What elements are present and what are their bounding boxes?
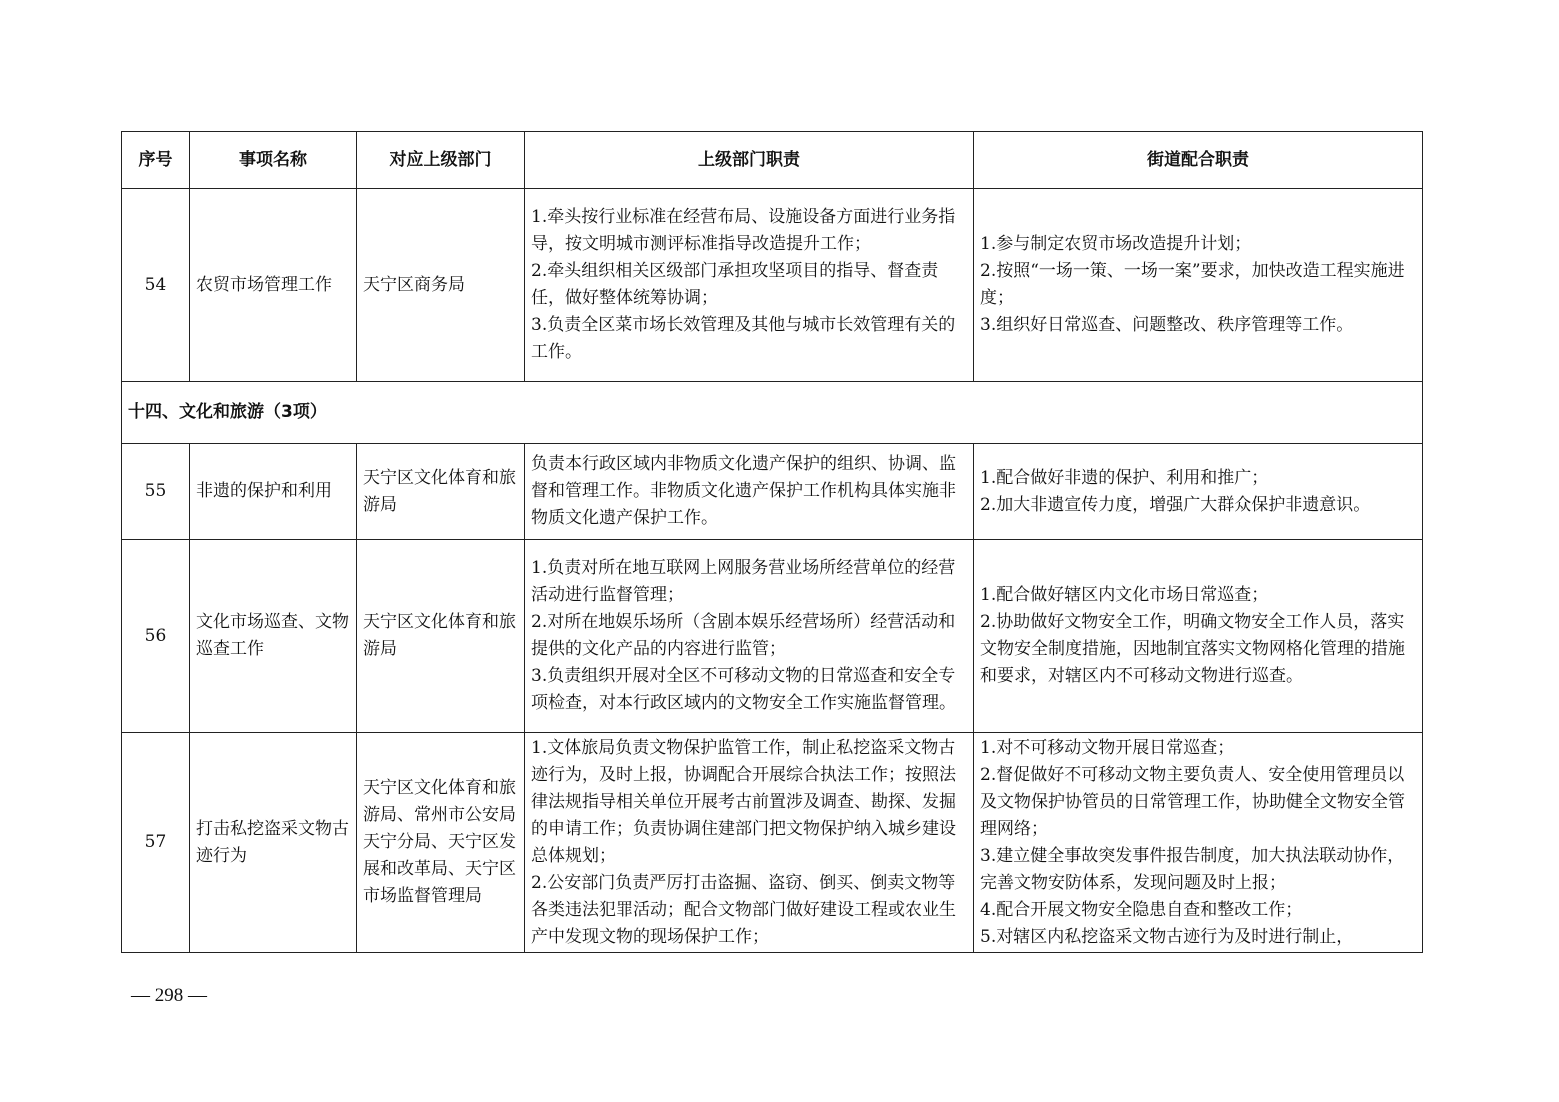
header-upper: 上级部门职责 xyxy=(525,132,974,189)
upper-duty xyxy=(525,444,974,540)
header-num: 序号 xyxy=(122,132,190,189)
header-street: 街道配合职责 xyxy=(974,132,1423,189)
duty-table xyxy=(121,131,1423,953)
street-duty-line: 2.督促做好不可移动文物主要负责人、安全使用管理员以及文物保护协管员的日常管理工作，协助健全文物安全管理网络； xyxy=(980,764,1405,839)
header-row xyxy=(122,132,1423,189)
row-number: 54 xyxy=(122,189,190,382)
street-duty xyxy=(974,189,1423,382)
upper-duty-line: 2.对所在地娱乐场所（含剧本娱乐经营场所）经营活动和提供的文化产品的内容进行监管； xyxy=(531,612,956,659)
street-duty-line: 1.对不可移动文物开展日常巡查； xyxy=(980,737,1235,758)
header-name: 事项名称 xyxy=(190,132,357,189)
header-dept: 对应上级部门 xyxy=(357,132,525,189)
upper-dept: 天宁区文化体育和旅游局 xyxy=(357,444,525,540)
row-number: 57 xyxy=(122,733,190,953)
street-duty xyxy=(974,733,1423,953)
item-name: 农贸市场管理工作 xyxy=(190,189,357,382)
page-number: — 298 — xyxy=(131,985,207,1006)
street-duty-line: 2.协助做好文物安全工作，明确文物安全工作人员，落实文物安全制度措施，因地制宜落实文物网格化管理的措施和要求，对辖区内不可移动文物进行巡查。 xyxy=(980,612,1405,686)
upper-dept: 天宁区文化体育和旅游局 xyxy=(357,540,525,733)
upper-duty-line: 3.负责全区菜市场长效管理及其他与城市长效管理有关的工作。 xyxy=(531,315,956,362)
upper-duty-line: 1.负责对所在地互联网上网服务营业场所经营单位的经营活动进行监督管理； xyxy=(531,558,956,605)
street-duty-line: 1.配合做好辖区内文化市场日常巡查； xyxy=(980,585,1269,605)
street-duty xyxy=(974,540,1423,733)
street-duty-line: 5.对辖区内私挖盗采文物古迹行为及时进行制止， xyxy=(980,926,1354,947)
row-number: 55 xyxy=(122,444,190,540)
row-number: 56 xyxy=(122,540,190,733)
street-duty-line: 1.配合做好非遗的保护、利用和推广； xyxy=(980,467,1269,488)
item-name: 文化市场巡查、文物巡查工作 xyxy=(190,540,357,733)
table-row xyxy=(122,444,1423,540)
street-duty-line: 3.组织好日常巡查、问题整改、秩序管理等工作。 xyxy=(980,315,1354,335)
street-duty xyxy=(974,444,1423,540)
street-duty-line: 2.按照“一场一策、一场一案”要求，加快改造工程实施进度； xyxy=(980,261,1405,308)
item-name: 非遗的保护和利用 xyxy=(190,444,357,540)
upper-duty xyxy=(525,733,974,953)
upper-duty-line: 1.文体旅局负责文物保护监管工作，制止私挖盗采文物古迹行为，及时上报，协调配合开展综合执法工作；按照法律法规指导相关单位开展考古前置涉及调查、勘探、发掘的申请工作；负责协调住建部门把文物保护纳入城乡建设总体规划； xyxy=(531,737,956,866)
upper-dept: 天宁区商务局 xyxy=(357,189,525,382)
table-row xyxy=(122,540,1423,733)
upper-duty-line: 负责本行政区域内非物质文化遗产保护的组织、协调、监督和管理工作。非物质文化遗产保护工作机构具体实施非物质文化遗产保护工作。 xyxy=(531,454,956,528)
street-duty-line: 1.参与制定农贸市场改造提升计划； xyxy=(980,234,1252,254)
upper-duty-line: 1.牵头按行业标准在经营布局、设施设备方面进行业务指导，按文明城市测评标准指导改造提升工作； xyxy=(531,207,956,254)
upper-duty xyxy=(525,540,974,733)
street-duty-line: 2.加大非遗宣传力度，增强广大群众保护非遗意识。 xyxy=(980,494,1371,515)
section-title: 十四、文化和旅游（3项） xyxy=(122,382,1423,444)
street-duty-line: 4.配合开展文物安全隐患自查和整改工作； xyxy=(980,899,1303,920)
table-row xyxy=(122,189,1423,382)
upper-duty-line: 3.负责组织开展对全区不可移动文物的日常巡查和安全专项检查，对本行政区域内的文物安全工作实施监督管理。 xyxy=(531,666,956,713)
upper-dept: 天宁区文化体育和旅游局、常州市公安局天宁分局、天宁区发展和改革局、天宁区市场监督管理局 xyxy=(357,733,525,953)
table-row xyxy=(122,733,1423,953)
street-duty-line: 3.建立健全事故突发事件报告制度，加大执法联动协作，完善文物安防体系，发现问题及时上报； xyxy=(980,845,1405,893)
item-name: 打击私挖盗采文物古迹行为 xyxy=(190,733,357,953)
upper-duty-line: 2.公安部门负责严厉打击盗掘、盗窃、倒买、倒卖文物等各类违法犯罪活动；配合文物部门做好建设工程或农业生产中发现文物的现场保护工作； xyxy=(531,872,956,947)
upper-duty-line: 2.牵头组织相关区级部门承担攻坚项目的指导、督查责任，做好整体统筹协调； xyxy=(531,261,939,308)
section-row xyxy=(122,382,1423,444)
upper-duty xyxy=(525,189,974,382)
